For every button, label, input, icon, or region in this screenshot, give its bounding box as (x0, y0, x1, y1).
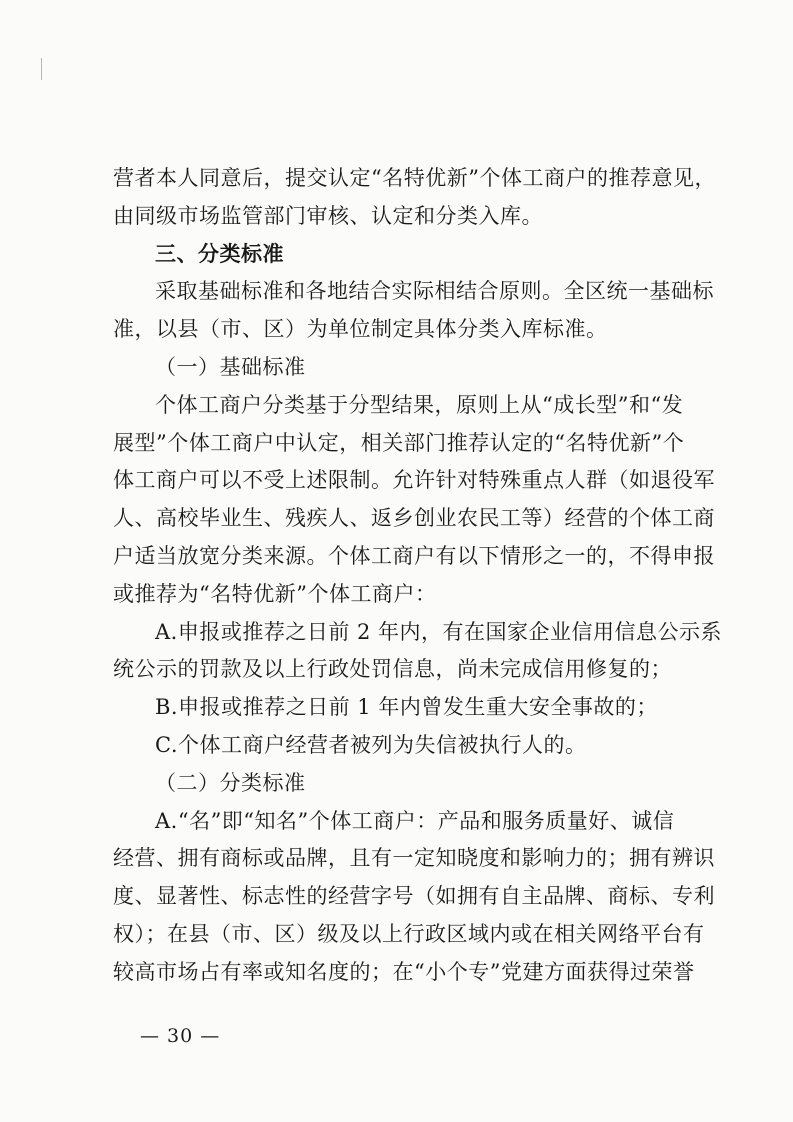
scan-artifact-mark (41, 58, 42, 80)
text-line: A.申报或推荐之日前 2 年内，有在国家企业信用信息公示系 (155, 619, 723, 644)
text-line: 营者本人同意后，提交认定“名特优新”个体工商户的推荐意见， (113, 166, 716, 190)
text-line: 个体工商户分类基于分型结果，原则上从“成长型”和“发 (155, 392, 684, 417)
text-line: （二）分类标准 (155, 770, 306, 795)
text-line: B.申报或推荐之日前 1 年内曾发生重大安全事故的； (155, 695, 658, 720)
text-line: 户适当放宽分类来源。个体工商户有以下情形之一的，不得申报 (113, 543, 715, 568)
page-number: — 30 — (140, 1025, 221, 1047)
text-line: 体工商户可以不受上述限制。允许针对特殊重点人群（如退役军 (113, 468, 715, 493)
text-line: 较高市场占有率或知名度的；在“小个专”党建方面获得过荣誉 (113, 959, 695, 984)
text-line: 度、显著性、标志性的经营字号（如拥有自主品牌、商标、专利 (113, 884, 715, 909)
text-line: 统公示的罚款及以上行政处罚信息，尚未完成信用修复的； (113, 657, 672, 682)
text-line: C.个体工商户经营者被列为失信被执行人的。 (155, 732, 587, 757)
text-line: （一）基础标准 (155, 354, 306, 379)
text-line: 人、高校毕业生、残疾人、返乡创业农民工等）经营的个体工商 (113, 506, 715, 531)
text-line: 采取基础标准和各地结合实际相结合原则。全区统一基础标 (155, 279, 714, 304)
document-body (113, 160, 723, 992)
text-line: 展型”个体工商户中认定，相关部门推荐认定的“名特优新”个 (113, 430, 685, 455)
text-line: 权）；在县（市、区）级及以上行政区域内或在相关网络平台有 (113, 921, 705, 946)
text-line: 由同级市场监管部门审核、认定和分类入库。 (113, 203, 543, 228)
text-line: 准，以县（市、区）为单位制定具体分类入库标准。 (113, 317, 608, 342)
text-line: 经营、拥有商标或品牌，且有一定知晓度和影响力的；拥有辨识 (113, 846, 715, 871)
text-line: 或推荐为“名特优新”个体工商户： (113, 581, 437, 606)
text-line: A.“名”即“知名”个体工商户：产品和服务质量好、诚信 (155, 808, 675, 833)
section-heading: 三、分类标准 (155, 241, 284, 266)
